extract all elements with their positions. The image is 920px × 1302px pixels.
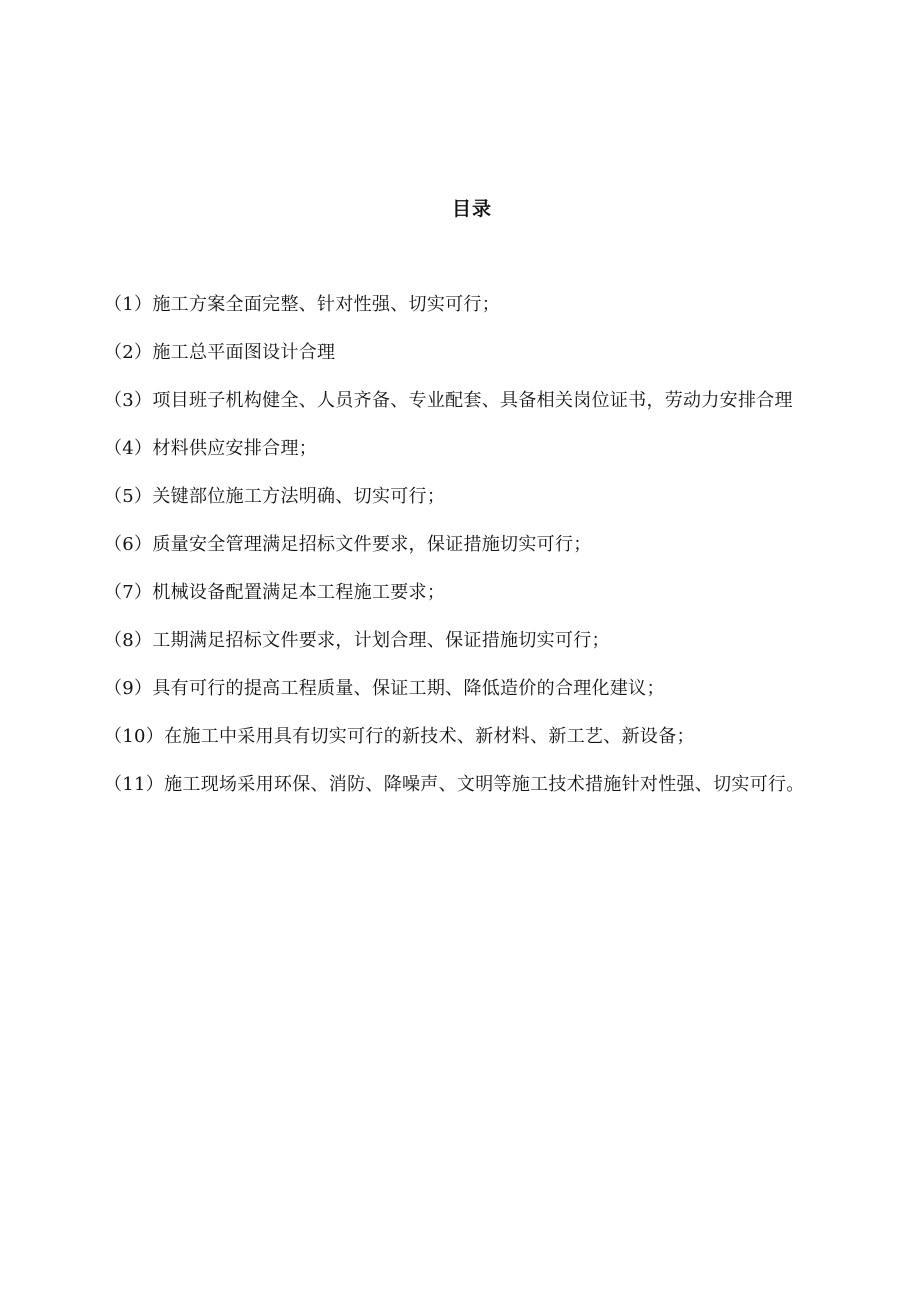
toc-item-4: （4）材料供应安排合理；: [104, 438, 318, 459]
toc-item-5: （5）关键部位施工方法明确、切实可行；: [104, 486, 446, 507]
toc-item-1: （1）施工方案全面完整、针对性强、切实可行；: [104, 294, 501, 315]
toc-list: [104, 290, 834, 818]
toc-item-2: （2）施工总平面图设计合理: [104, 342, 336, 363]
toc-item-8: （8）工期满足招标文件要求，计划合理、保证措施切实可行；: [104, 630, 610, 651]
toc-item-9: （9）具有可行的提高工程质量、保证工期、降低造价的合理化建议；: [104, 678, 665, 699]
page-title: 目录: [451, 198, 492, 220]
toc-item-3: （3）项目班子机构健全、人员齐备、专业配套、具备相关岗位证书，劳动力安排合理: [104, 390, 793, 411]
toc-item-11: （11）施工现场采用环保、消防、降噪声、文明等施工技术措施针对性强、切实可行。: [104, 774, 805, 795]
toc-item-7: （7）机械设备配置满足本工程施工要求；: [104, 582, 446, 603]
toc-item-6: （6）质量安全管理满足招标文件要求，保证措施切实可行；: [104, 534, 592, 555]
toc-item-10: （10）在施工中采用具有切实可行的新技术、新材料、新工艺、新设备；: [104, 726, 695, 747]
